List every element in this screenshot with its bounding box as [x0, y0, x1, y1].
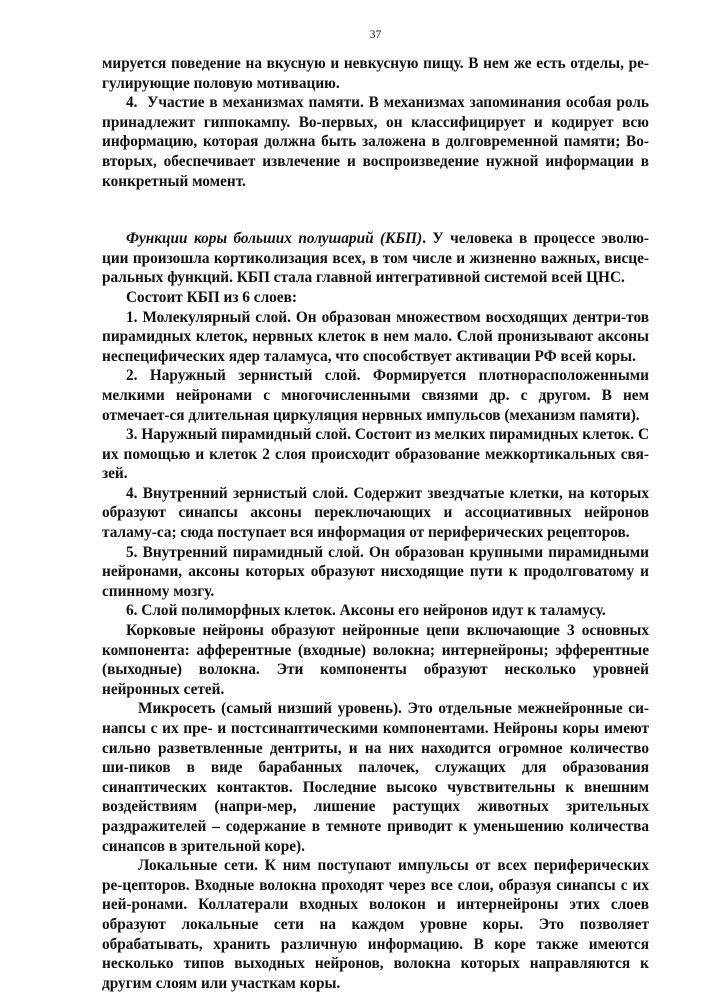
paragraph-layer-1: 1. Молекулярный слой. Он образован множеством восходящих дентри-тов пирамидных клеток, нервных клеток в нем мало. Слой пронизывают аксоны неспецифических ядер таламуса, что способствует активации РФ всей коры. [102, 308, 649, 365]
paragraph-layer-5: 5. Внутренний пирамидный слой. Он образован крупными пирамидными нейронами, аксоны которых образуют нисходящие пути к продолговатому и спинному мозгу. [102, 543, 649, 600]
paragraph-neural-circuits: Корковые нейроны образуют нейронные цепи включающие 3 основных компонента: афферентные (входные) волокна; интернейроны; эфферентные (выходные) волокна. Эти компоненты образуют несколько уровней нейронных сетей. [102, 622, 649, 698]
paragraph-layer-4: 4. Внутренний зернистый слой. Содержит звездчатые клетки, на которых образуют синапсы аксоны переключающих и ассоциативных нейронов таламу-са; сюда поступает вся информация от периферических рецепторов. [102, 484, 649, 542]
page-number: 37 [369, 29, 382, 41]
section-gap [102, 191, 649, 229]
paragraph-cortex-intro [102, 229, 649, 288]
paragraph-layer-3: 3. Наружный пирамидный слой. Состоит из мелких пирамидных клеток. С их помощью и клеток 2 слоя происходит образование межкортикальных свя-зей. [102, 426, 649, 483]
paragraph-microcircuit: Микросеть (самый низший уровень). Это отдельные межнейронные си-напсы с их пре- и постсинаптическими компонентами. Нейроны коры имеют сильно разветвленные дентриты, и на них находится огромное количество ши-пиков в виде барабанных палочек, служащих для образования синаптических контактов. Последние высоко чувствительны к внешним воздействиям (напри-мер, лишение растущих животных зрительных раздражителей – содержание в темноте приводит к уменьшению количества синапсов в зрительной коре). [102, 700, 649, 855]
paragraph-memory: 4. Участие в механизмах памяти. В механизмах запоминания особая роль принадлежит гиппокампу. Во-первых, он классифицирует и кодирует всю информацию, которая должна быть заложена в долговременной памяти; Во-вторых, обеспечивает извлечение и воспроизведение нужной информации в конкретный момент. [102, 94, 649, 190]
paragraph-local-circuits: Локальные сети. К ним поступают импульсы от всех периферических ре-цепторов. Входные волокна проходят через все слои, образуя синапсы с их ней-ронами. Коллатерали входных волокон и интернейроны этих слоев образуют локальные сети на каждом уровне коры. Это позволяет обрабатывать, хранить различную информацию. В коре также имеются несколько типов выходных нейронов, волокна которых направляются к другим слоям или участкам коры. [102, 857, 649, 992]
paragraph-layer-2: 2. Наружный зернистый слой. Формируется плотнорасположенными мелкими нейронами с многочисленными связями др. с другом. В нем отмечает-ся длительная циркуляция нервных импульсов (механизм памяти). [102, 367, 649, 424]
paragraph-layer-6: 6. Слой полиморфных клеток. Аксоны его нейронов идут к таламусу. [126, 602, 606, 620]
section-heading-cortex-functions: Функции коры больших полушарий (КБП) [126, 230, 423, 248]
paragraph-continuation: мируется поведение на вкусную и невкусную пищу. В нем же есть отделы, ре-гулирующие половую мотивацию. [102, 55, 649, 92]
paragraph-layers-count: Состоит КБП из 6 слоев: [126, 288, 297, 306]
paragraph-cortex-intro-text: . У человека в процессе эволю-ции произошла кортиколизация всех, в том числе и жизненно важных, висце-ральных функций. КБП стала главной интегративной системой всей ЦНС. [102, 230, 650, 287]
